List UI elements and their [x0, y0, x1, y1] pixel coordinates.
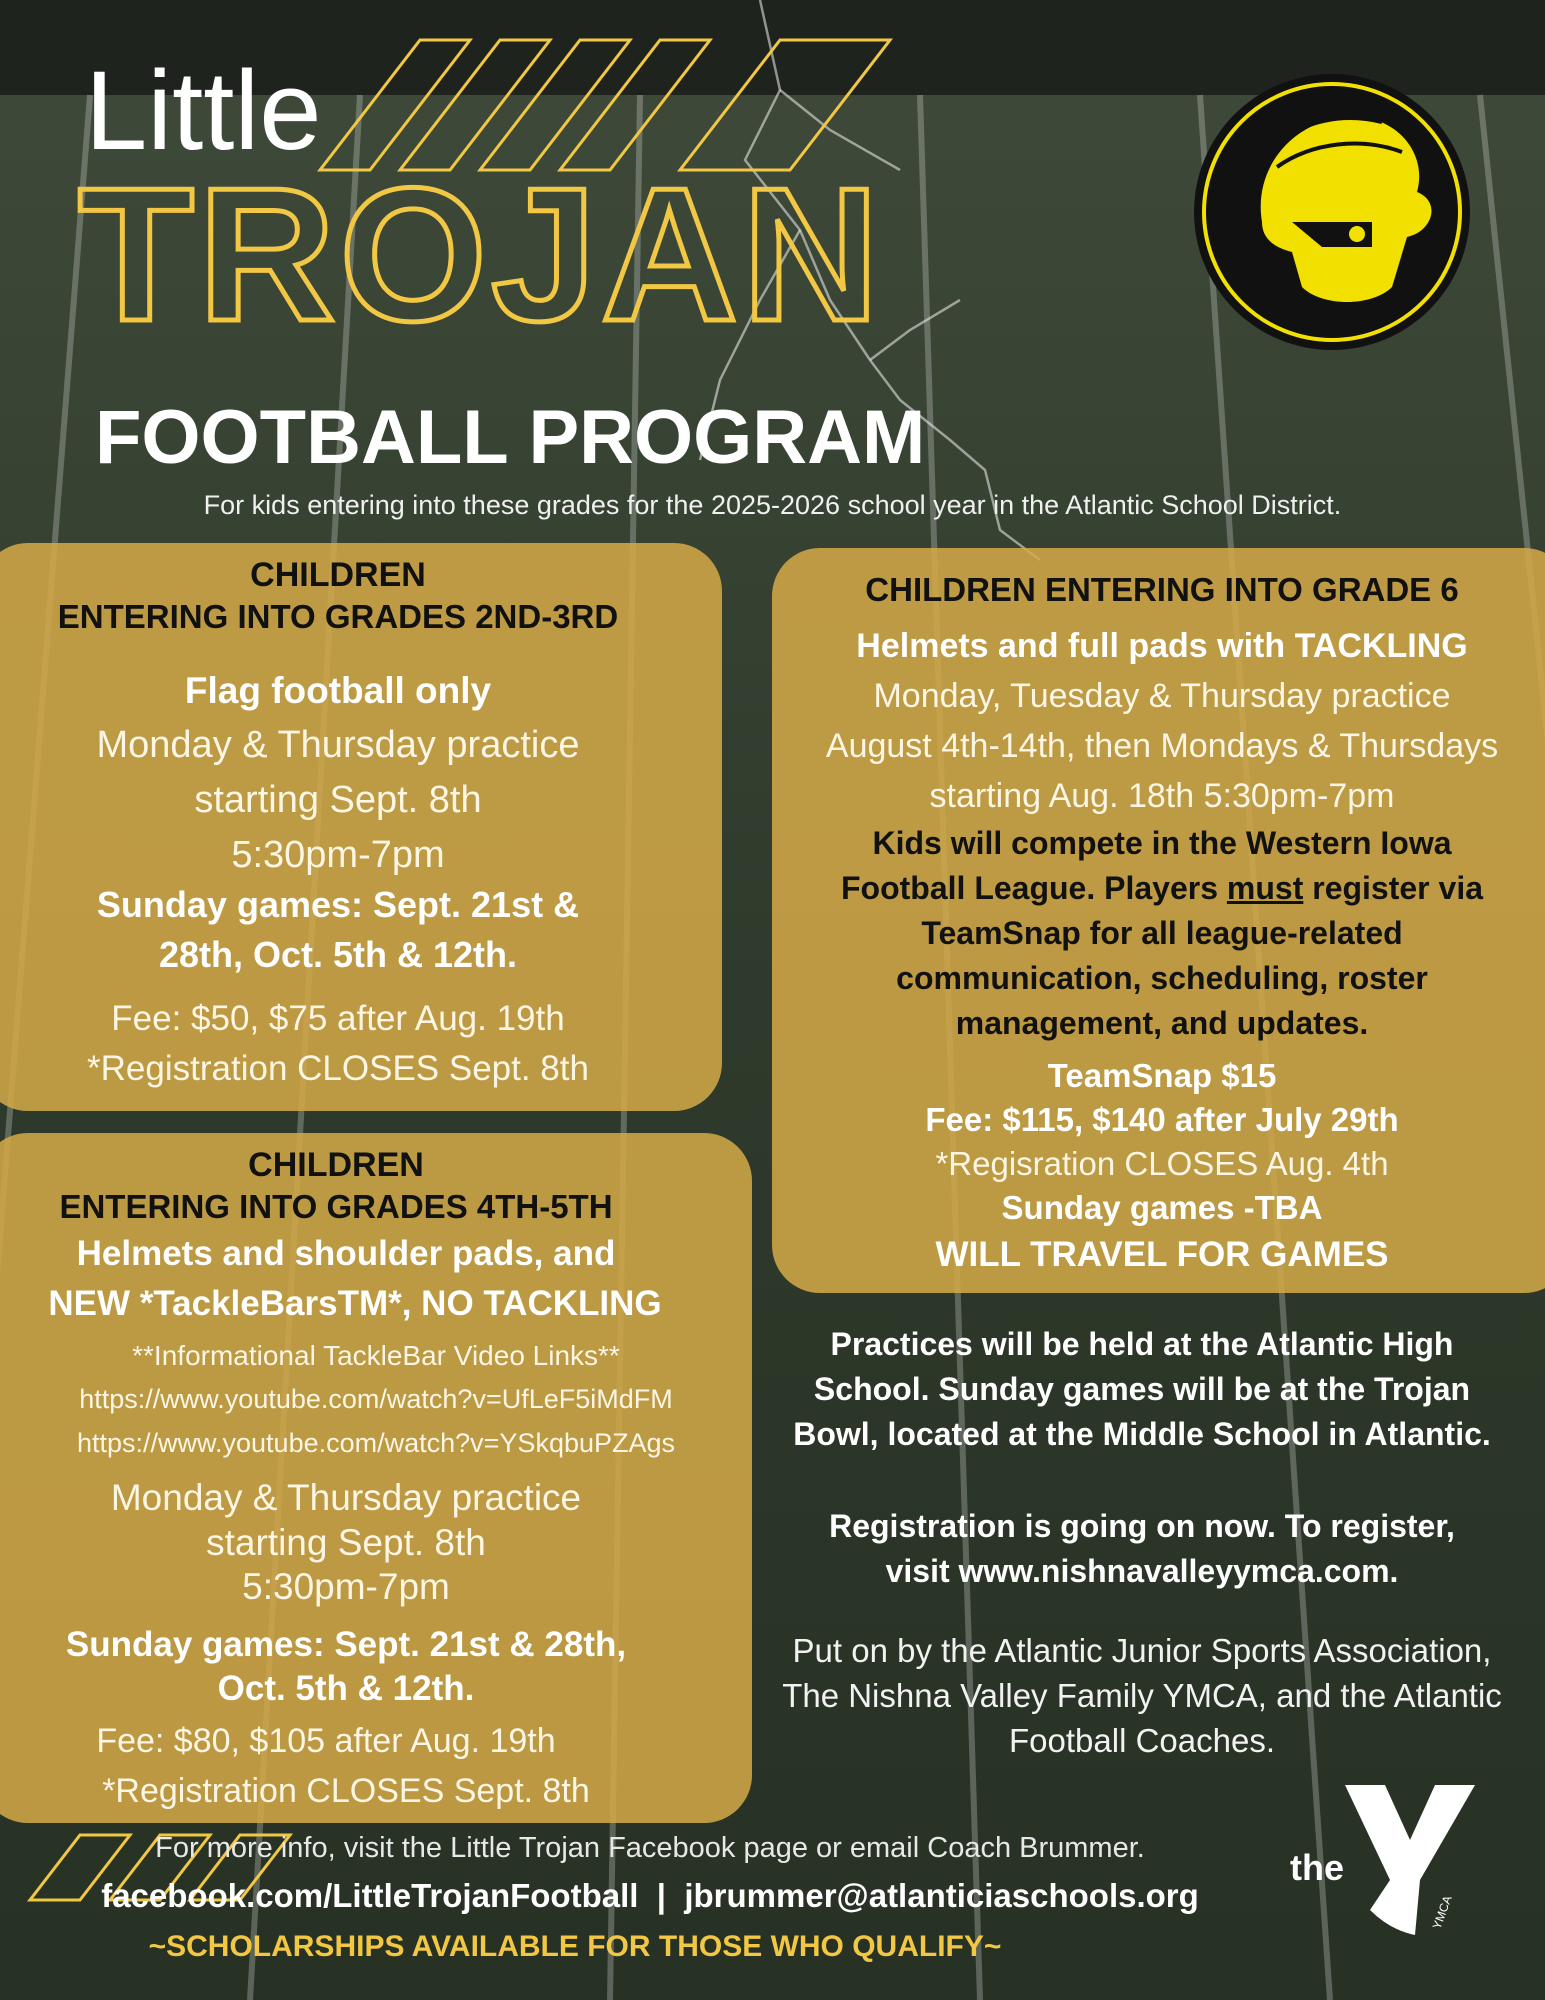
title-trojan: TROJAN: [78, 149, 884, 361]
fee: Fee: $80, $105 after Aug. 19th: [96, 1722, 556, 1760]
equipment: Helmets and shoulder pads, and: [76, 1234, 616, 1273]
scholarships-notice: ~SCHOLARSHIPS AVAILABLE FOR THOSE WHO QUALIFY~: [148, 1930, 1002, 1963]
game-dates: Oct. 5th & 12th.: [217, 1669, 475, 1708]
card-grades-2-3: [0, 543, 722, 1111]
card-grade-6: [772, 548, 1545, 1293]
practice-start: starting Sept. 8th: [206, 1522, 486, 1563]
ymca-logo-icon: [1290, 1780, 1490, 1940]
video-link[interactable]: https://www.youtube.com/watch?v=UfLeF5iMdFM: [79, 1384, 673, 1414]
teamsnap-fee: TeamSnap $15: [1047, 1057, 1277, 1094]
practice-time: 5:30pm-7pm: [231, 834, 445, 876]
league-info: management, and updates.: [955, 1005, 1369, 1041]
practice-days: Monday & Thursday practice: [96, 724, 580, 766]
title-little: Little: [85, 48, 322, 173]
registration-closes: *Registration CLOSES Sept. 8th: [102, 1772, 590, 1810]
svg-text:the: the: [1290, 1847, 1344, 1888]
league-info: communication, scheduling, roster: [896, 960, 1428, 996]
practice-time: 5:30pm-7pm: [242, 1566, 450, 1607]
practice-days: Monday & Thursday practice: [110, 1477, 582, 1518]
league-info: Kids will compete in the Western Iowa: [872, 825, 1452, 861]
registration-closes: *Regisration CLOSES Aug. 4th: [935, 1145, 1389, 1182]
game-dates: Sunday games: Sept. 21st & 28th,: [65, 1625, 627, 1664]
title-football-program: FOOTBALL PROGRAM: [95, 395, 926, 480]
fee: Fee: $115, $140 after July 29th: [925, 1101, 1399, 1138]
location-info: Practices will be held at the Atlantic High School. Sunday games will be at the Trojan Bowl, located at the Middle School in Atlantic.: [793, 1326, 1491, 1452]
program-type: Flag football only: [184, 670, 492, 711]
card-heading: ENTERING INTO GRADES 4TH-5TH: [59, 1188, 613, 1225]
fee: Fee: $50, $75 after Aug. 19th: [111, 999, 565, 1038]
trojan-helmet-icon: [1192, 72, 1472, 352]
equipment: NEW *TackleBarsTM*, NO TACKLING: [48, 1284, 662, 1323]
card-heading: CHILDREN: [248, 1146, 424, 1184]
game-dates: 28th, Oct. 5th & 12th.: [158, 934, 518, 975]
practice-days: Monday, Tuesday & Thursday practice: [873, 677, 1451, 715]
travel-info: WILL TRAVEL FOR GAMES: [935, 1235, 1389, 1274]
video-links-title: **Informational TackleBar Video Links**: [132, 1340, 620, 1371]
league-info: Football League. Players must register via: [841, 870, 1483, 906]
game-dates: Sunday games: Sept. 21st &: [96, 884, 580, 925]
games-info: Sunday games -TBA: [1001, 1189, 1323, 1226]
practice-dates: August 4th-14th, then Mondays & Thursdays: [825, 727, 1499, 765]
practice-time: starting Aug. 18th 5:30pm-7pm: [929, 777, 1395, 815]
practice-start: starting Sept. 8th: [194, 779, 482, 821]
league-info: TeamSnap for all league-related: [921, 915, 1403, 951]
sponsor-info: Put on by the Atlantic Junior Sports Association, The Nishna Valley Family YMCA, and the Atlantic Football Coaches.: [782, 1632, 1502, 1759]
card-grades-4-5: [0, 1133, 752, 1823]
subtitle: For kids entering into these grades for the 2025-2026 school year in the Atlantic School District.: [203, 490, 1342, 520]
more-info: For more info, visit the Little Trojan Facebook page or email Coach Brummer.: [155, 1832, 1145, 1864]
registration-info: Registration is going on now. To register, visit www.nishnavalleyymca.com.: [829, 1508, 1455, 1589]
card-heading: ENTERING INTO GRADES 2ND-3RD: [57, 598, 619, 635]
svg-text:YMCA: YMCA: [1429, 1893, 1455, 1932]
card-heading: CHILDREN: [250, 556, 426, 594]
equipment: Helmets and full pads with TACKLING: [856, 627, 1468, 665]
registration-closes: *Registration CLOSES Sept. 8th: [87, 1049, 589, 1088]
card-heading: CHILDREN ENTERING INTO GRADE 6: [865, 571, 1459, 608]
contact-links[interactable]: facebook.com/LittleTrojanFootball | jbrummer@atlanticiaschools.org: [101, 1877, 1199, 1914]
video-link[interactable]: https://www.youtube.com/watch?v=YSkqbuPZAgs: [76, 1428, 676, 1458]
